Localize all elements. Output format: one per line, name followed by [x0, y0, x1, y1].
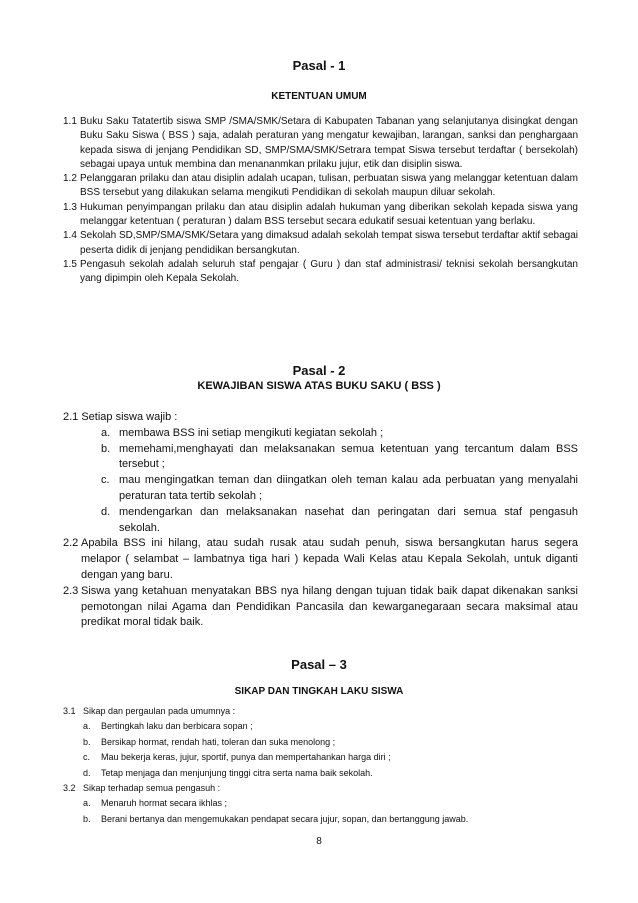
item-text: Hukuman penyimpangan prilaku dan atau disiplin adalah hukuman yang diberikan sekolah kepada siswa yang melanggar ketentuan ( peraturan ) dalam BSS tersebut secara edukatif sesuai ketentuan yang berlaku. [80, 201, 578, 228]
list-item: 1.3 Hukuman penyimpangan prilaku dan atau disiplin adalah hukuman yang diberikan sekolah kepada siswa yang melanggar ketentuan ( peraturan ) dalam BSS tersebut secara edukatif sesuai ketentuan yang berlaku. [63, 201, 578, 228]
list-item: a. Bertingkah laku dan berbicara sopan ; [83, 721, 253, 732]
list-item: 3.2 Sikap terhadap semua pengasuh : [63, 783, 221, 794]
item-text: Buku Saku Tatatertib siswa SMP /SMA/SMK/Setara di Kabupaten Tabanan yang selanjutanya disingkat dengan Buku Saku Siswa ( BSS ) saja, adalah peraturan yang mengatur kewajiban, larangan, sanksi dan penghargaan kepada siswa di jenjang Pendidikan SD, SMP/SMA/SMK/Setrara tempat Siswa tersebut terdaftar ( bersekolah) sebagai upaya untuk membina dan menananmkan prilaku jujur, etik dan disiplin siswa. [80, 116, 578, 170]
list-item: 1.2 Pelanggaran prilaku dan atau disiplin adalah ucapan, tulisan, perbuatan siswa yang melanggar ketentuan dalam BSS tersebut yang dilakukan selama mengikuti Pendidikan di sekolah maupun diluar sekolah. [63, 173, 578, 199]
sublist [63, 719, 578, 781]
page-number: 8 [316, 836, 322, 847]
sublist [63, 426, 578, 537]
item-text: Bersikap hormat, rendah hati, toleran dan suka menolong ; [101, 736, 336, 747]
list-item: d. mendengarkan dan melaksanakan nasehat dan peringatan dari semua staf pengasuh sekolah. [101, 505, 578, 534]
list-item: 1.5 Pengasuh sekolah adalah seluruh staf pengajar ( Guru ) dan staf administrasi/ teknisi sekolah bersangkutan yang dipimpin oleh Kepala Sekolah. [63, 258, 578, 285]
list-item: 1.1 Buku Saku Tatatertib siswa SMP /SMA/SMK/Setara di Kabupaten Tabanan yang selanjutanya disingkat dengan Buku Saku Siswa ( BSS ) saja, adalah peraturan yang mengatur kewajiban, larangan, sanksi dan penghargaan kepada siswa di jenjang Pendidikan SD, SMP/SMA/SMK/Setrara tempat Siswa tersebut terdaftar ( bersekolah) sebagai upaya untuk membina dan menananmkan prilaku jujur, etik dan disiplin siswa. [63, 116, 578, 170]
pasal-2-title: Pasal - 2 [292, 363, 346, 378]
pasal-2-section [0, 410, 638, 631]
list-item: b. Bersikap hormat, rendah hati, toleran dan suka menolong ; [83, 736, 336, 747]
item-text: Tetap menjaga dan menjunjung tinggi citra serta nama baik sekolah. [101, 767, 373, 778]
item-text: Berani bertanya dan mengemukakan pendapat secara jujur, sopan, dan bertanggung jawab. [101, 813, 469, 824]
list-item: b. Berani bertanya dan mengemukakan pendapat secara jujur, sopan, dan bertanggung jawab. [83, 813, 469, 824]
item-text: Apabila BSS ini hilang, atau sudah rusak atau sudah penuh, siswa bersangkutan harus segera melapor ( selambat – lambatnya tiga hari ) kepada Wali Kelas atau Kepala Sekolah, untuk diganti dengan yang baru. [81, 537, 578, 581]
item-text: Pelanggaran prilaku dan atau disiplin adalah ucapan, tulisan, perbuatan siswa yang melanggar ketentuan dalam BSS tersebut yang dilakukan selama mengikuti Pendidikan di sekolah maupun diluar sekolah. [80, 173, 578, 199]
item-text: Sikap terhadap semua pengasuh : [83, 783, 221, 794]
pasal-3-section [0, 704, 638, 827]
item-text: Pengasuh sekolah adalah seluruh staf pengajar ( Guru ) dan staf administrasi/ teknisi sekolah bersangkutan yang dipimpin oleh Kepala Sekolah. [80, 258, 578, 285]
pasal-1-section [0, 115, 638, 287]
item-text: mau mengingatkan teman dan diingatkan oleh teman kalau ada perbuatan yang menyalahi peraturan tata tertib sekolah ; [119, 474, 578, 502]
list-item: 2.3 Siswa yang ketahuan menyatakan BBS nya hilang dengan tujuan tidak baik dapat dikenakan sanksi pemotongan nilai Agama dan Pendidikan Pancasila dan kewarganegaraan secara maksimal atau predikat moral tidak baik. [63, 584, 578, 629]
item-text: Sikap dan pergaulan pada umumnya : [83, 706, 236, 716]
item-text: membawa BSS ini setiap mengikuti kegiatan sekolah ; [119, 426, 384, 439]
pasal-1-subtitle: KETENTUAN UMUM [271, 91, 367, 102]
list-item: a. Menaruh hormat secara ikhlas ; [83, 798, 228, 809]
list-item: d. Tetap menjaga dan menjunjung tinggi citra serta nama baik sekolah. [83, 767, 373, 778]
item-text: Sekolah SD,SMP/SMA/SMK/Setara yang dimaksud adalah sekolah tempat siswa tersebut terdaftar aktif sebagai peserta didik di jenjang pendidikan bersangkutan. [80, 230, 578, 256]
item-text: memehami,menghayati dan melaksanakan semua ketentuan yang tercantum dalam BSS tersebut ; [119, 442, 578, 471]
pasal-2-subtitle: KEWAJIBAN SISWA ATAS BUKU SAKU ( BSS ) [197, 380, 441, 392]
item-text: Menaruh hormat secara ikhlas ; [101, 798, 228, 809]
list-item: c. mau mengingatkan teman dan diingatkan oleh teman kalau ada perbuatan yang menyalahi peraturan tata tertib sekolah ; [101, 474, 578, 502]
list-item: 2.2 Apabila BSS ini hilang, atau sudah rusak atau sudah penuh, siswa bersangkutan harus segera melapor ( selambat – lambatnya tiga hari ) kepada Wali Kelas atau Kepala Sekolah, untuk diganti dengan yang baru. [63, 537, 578, 581]
list-item: a. membawa BSS ini setiap mengikuti kegiatan sekolah ; [101, 426, 384, 439]
pasal-3-title: Pasal – 3 [291, 657, 347, 672]
item-text: Bertingkah laku dan berbicara sopan ; [101, 721, 253, 732]
intro-line: 2.1 Setiap siswa wajib : [63, 411, 178, 423]
item-text: Mau bekerja keras, jujur, sportif, punya dan mempertahankan harga diri ; [101, 752, 391, 763]
list-item: b. memehami,menghayati dan melaksanakan semua ketentuan yang tercantum dalam BSS tersebut ; [101, 442, 578, 471]
sublist [63, 796, 578, 827]
list-item: c. Mau bekerja keras, jujur, sportif, punya dan mempertahankan harga diri ; [83, 752, 391, 763]
list-item: 3.1 Sikap dan pergaulan pada umumnya : [63, 706, 236, 716]
item-text: mendengarkan dan melaksanakan nasehat dan peringatan dari semua staf pengasuh sekolah. [119, 505, 578, 534]
pasal-3-subtitle: SIKAP DAN TINGKAH LAKU SISWA [234, 686, 404, 697]
pasal-1-title: Pasal - 1 [292, 58, 346, 73]
item-text: Siswa yang ketahuan menyatakan BBS nya hilang dengan tujuan tidak baik dapat dikenakan sanksi pemotongan nilai Agama dan Pendidikan Pancasila dan kewarganegaraan secara maksimal atau predikat moral tidak baik. [81, 584, 578, 629]
list-item: 1.4 Sekolah SD,SMP/SMA/SMK/Setara yang dimaksud adalah sekolah tempat siswa tersebut terdaftar aktif sebagai peserta didik di jenjang pendidikan bersangkutan. [63, 230, 578, 256]
